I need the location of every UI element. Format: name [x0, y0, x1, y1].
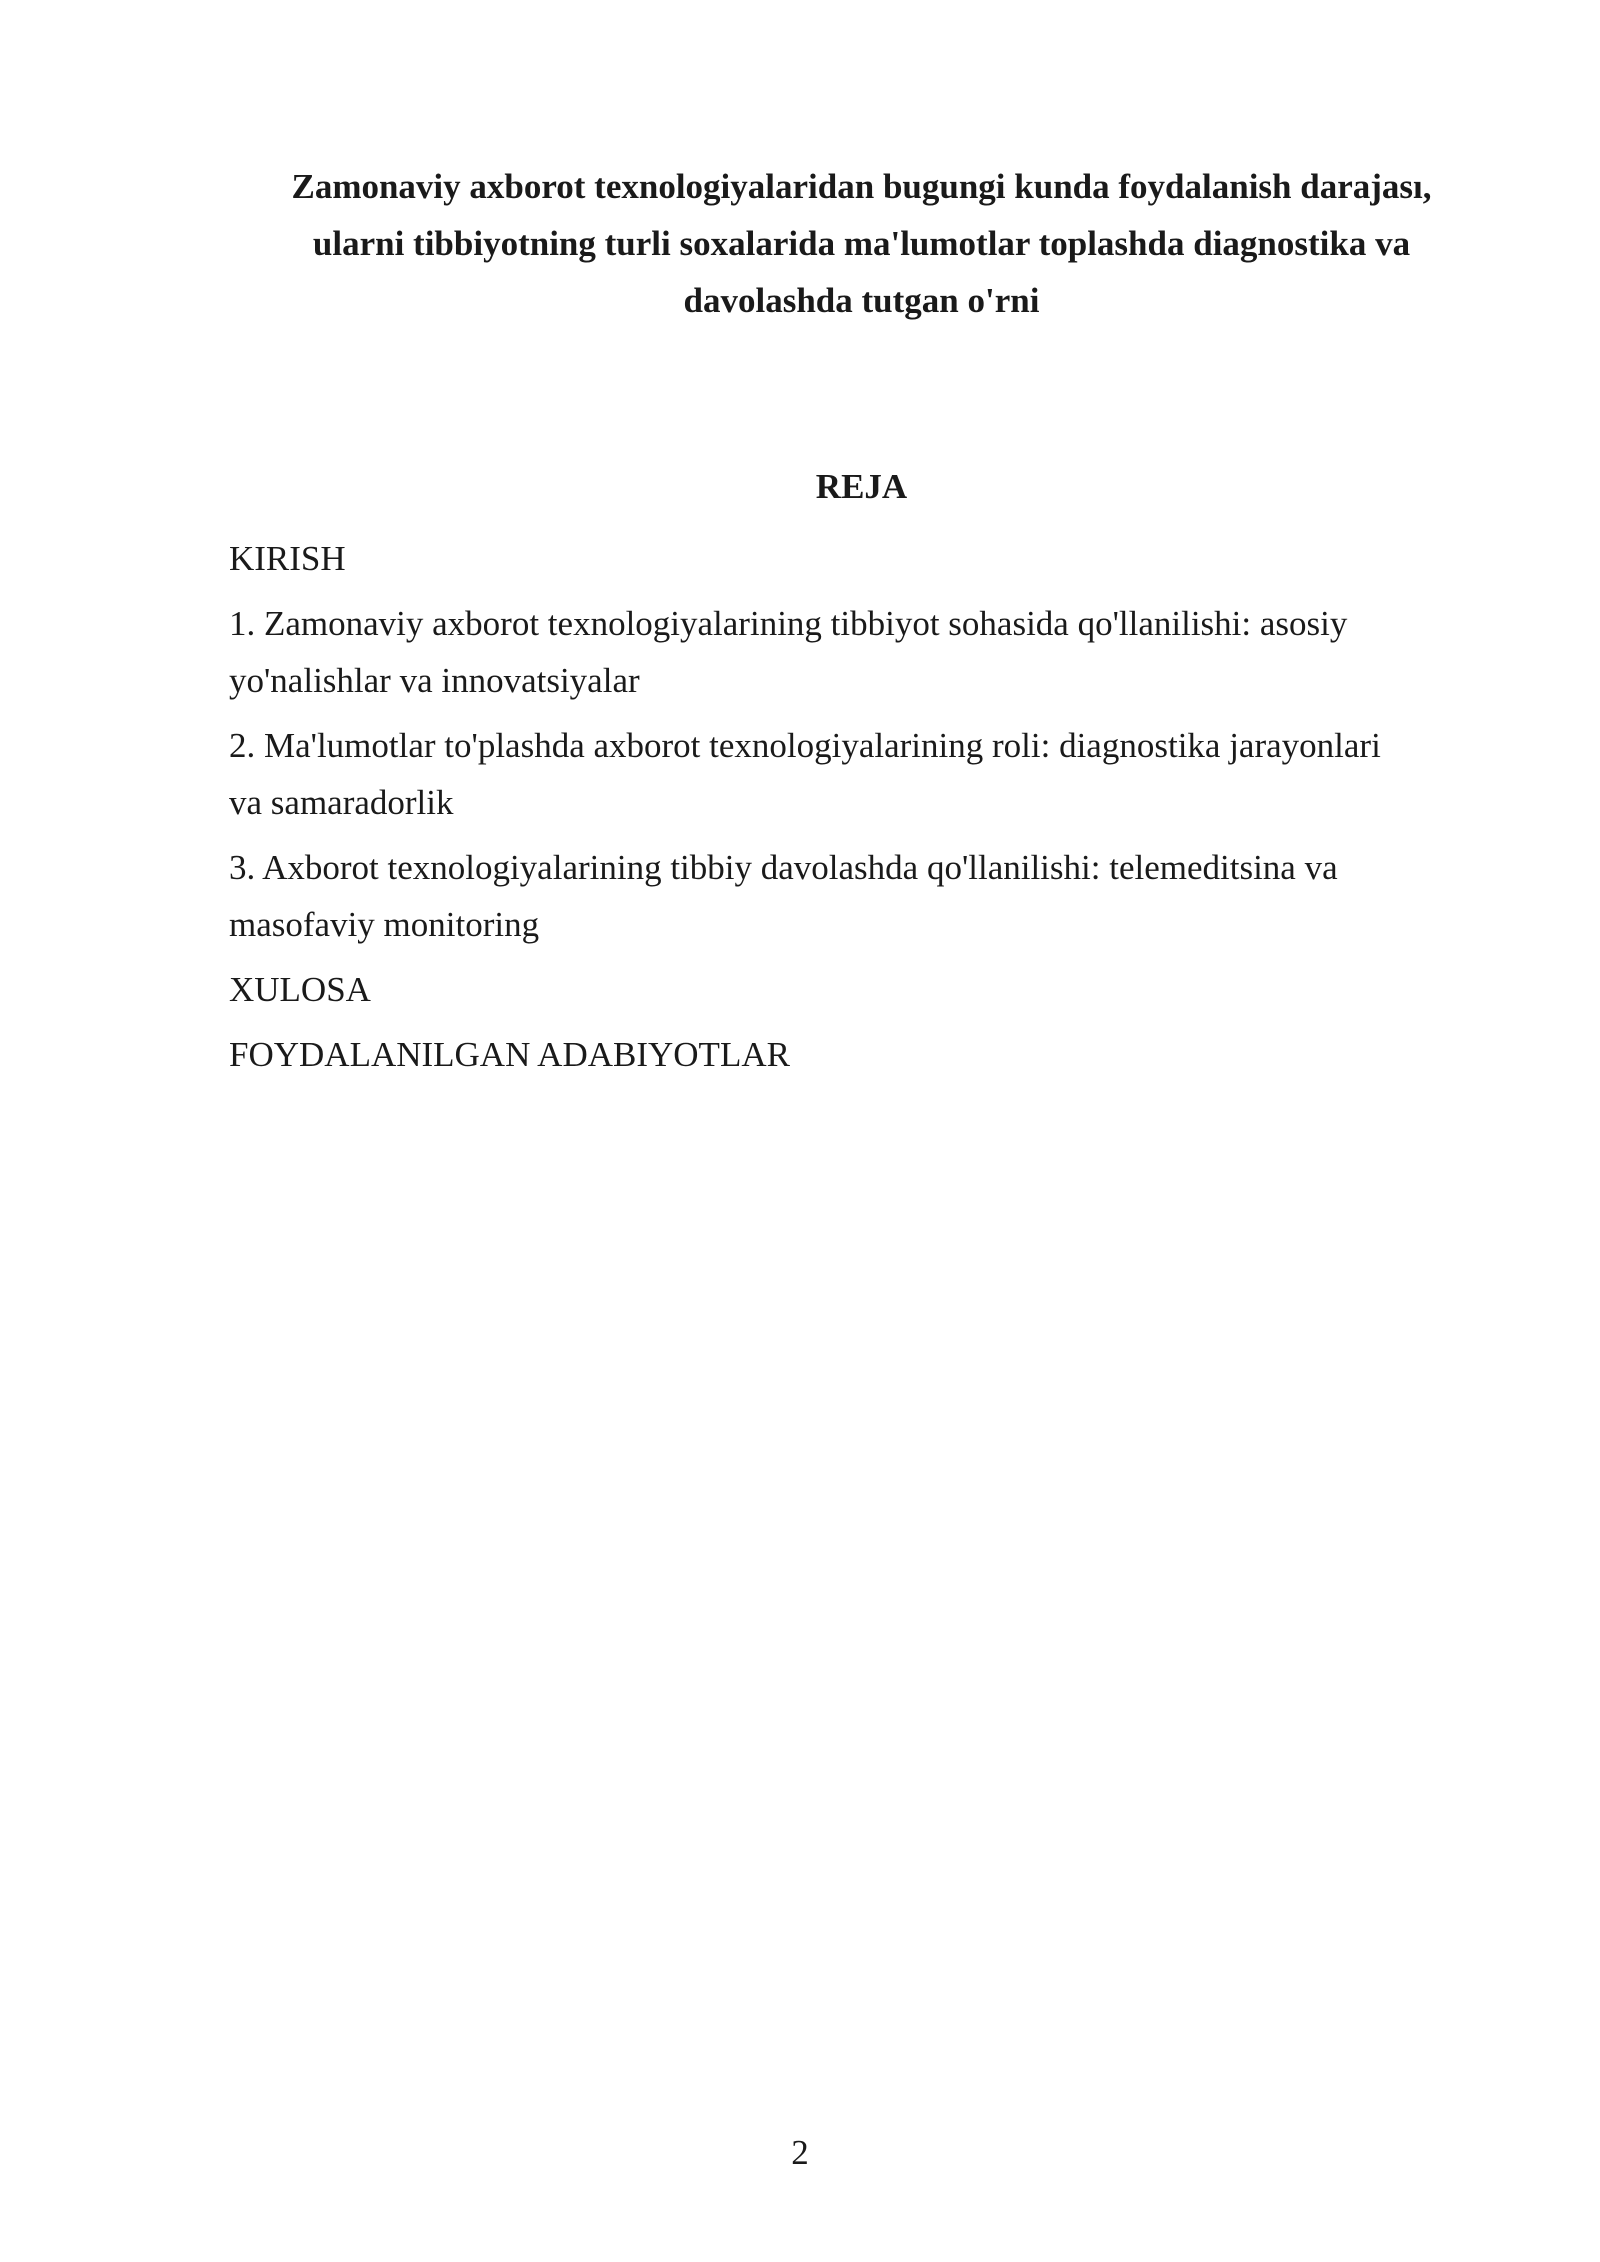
- plan-item-conclusion: [229, 961, 1499, 1018]
- plan-item-line: masofaviy monitoring: [229, 905, 540, 944]
- title-line: Zamonaviy axborot texnologiyalaridan bugungi kunda foydalanish darajası,: [291, 167, 1432, 206]
- page-number: 2: [791, 2133, 809, 2172]
- plan-heading: REJA: [815, 467, 908, 506]
- plan-item-2: [229, 717, 1499, 831]
- plan-item-line: XULOSA: [229, 970, 371, 1009]
- plan-item-1: [229, 595, 1499, 709]
- plan-item-references: [229, 1026, 1499, 1083]
- plan-item-line: FOYDALANILGAN ADABIYOTLAR: [229, 1035, 790, 1074]
- plan-item-intro: [229, 530, 1499, 587]
- plan-item-line: yo'nalishlar va innovatsiyalar: [229, 661, 640, 700]
- plan-item-line: KIRISH: [229, 539, 346, 578]
- title-line: ularni tibbiyotning turli soxalarida ma'lumotlar toplashda diagnostika va: [312, 224, 1411, 263]
- plan-item-line: va samaradorlik: [229, 783, 454, 822]
- plan-item-line: 1. Zamonaviy axborot texnologiyalarining tibbiyot sohasida qo'llanilishi: asosiy: [229, 604, 1348, 643]
- plan-item-line: 3. Axborot texnologiyalarining tibbiy davolashda qo'llanilishi: telemeditsina va: [229, 848, 1338, 887]
- document-title: [228, 158, 1495, 329]
- plan-item-3: [229, 839, 1499, 953]
- plan-list: [229, 530, 1499, 1091]
- title-line: davolashda tutgan o'rni: [683, 281, 1040, 320]
- plan-item-line: 2. Ma'lumotlar to'plashda axborot texnologiyalarining roli: diagnostika jarayonlari: [229, 726, 1381, 765]
